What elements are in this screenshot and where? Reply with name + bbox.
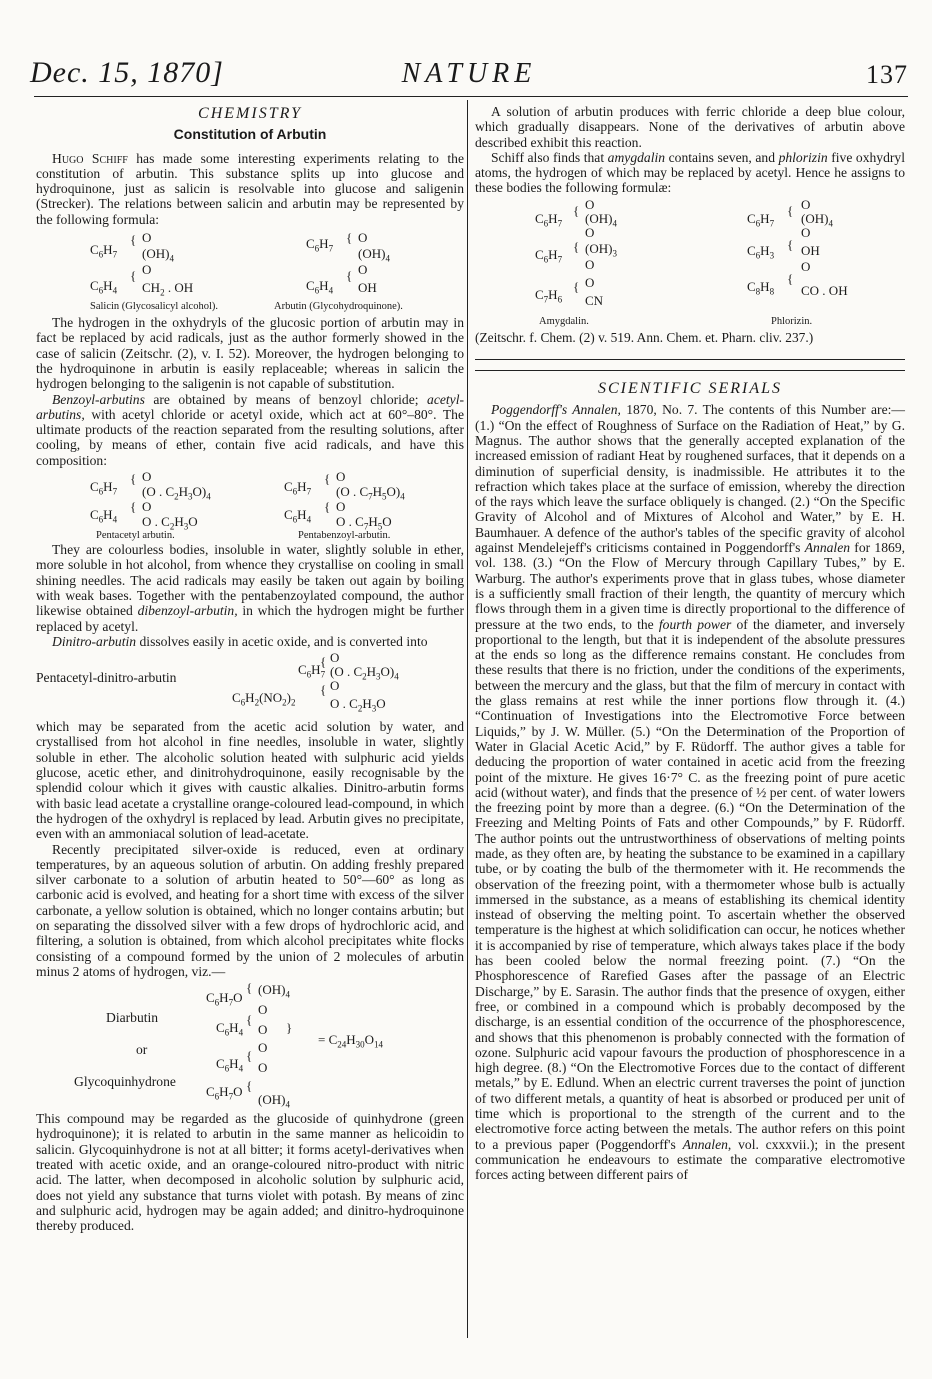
page-header (30, 56, 908, 96)
paragraph: A solution of arbutin produces with ferric chloride a deep blue colour, which gradually disappears. None of the derivatives of arbutin above described exhibit this reaction. (475, 104, 905, 150)
section-title-serials: SCIENTIFIC SERIALS (598, 380, 782, 398)
caption-arbutin: Arbutin (Glycohydroquinone). (274, 301, 403, 313)
caption-amygdalin: Amygdalin. (539, 315, 589, 327)
right-column (475, 104, 905, 1183)
paragraph: This compound may be regarded as the glucoside of quinhydrone (green hydroquinone); it is related to arbutin in the same manner as helicoidin to salicin. Glycoquinhydrone is not at all bitter; it forms acetyl-derivatives when treated with acetic oxide, and an orange-coloured nitro-product with nitric acid. The latter, when decomposed in alcoholic solution by sulphuric acid, does not yield any substance that turns violet with potash. By means of zinc and sulphuric acid, hydrogen may be again added; and dinitro-hydroquinone thereby produced. (36, 1111, 464, 1234)
paragraph: The hydrogen in the oxhydryls of the glucosic portion of arbutin may in fact be replaced by acid radicals, just as the author formerly showed in the case of salicin (Zeitschr. (2), v. I. 52). Moreover, the hydrogen belonging to the hydroquinone in arbutin is easily replaceable; whereas in salicin the hydrogen belonging to the saligenin is not capable of substitution. (36, 315, 464, 392)
section-divider (475, 370, 905, 371)
left-column (36, 104, 464, 1234)
journal-reference: Poggendorff's Annalen, (491, 402, 621, 418)
issue-date: Dec. 15, 1870] (30, 56, 224, 89)
journal-title: NATURE (401, 58, 537, 89)
page-number: 137 (866, 60, 908, 89)
caption-phlorizin: Phlorizin. (771, 315, 813, 327)
header-rule (34, 96, 908, 97)
column-rule (467, 100, 468, 1338)
section-divider (475, 359, 905, 360)
formula-dinitro-arbutin: Pentacetyl-dinitro-arbutin O $C_6H_7$ { (O . $C_2H_3O)_4$ O $C_6H_2(NO_2)_2$ { O . $C_2H_3O$ (36, 650, 399, 714)
reference: (Zeitschr. f. Chem. (2) v. 519. Ann. Chem. et. Pharn. cliv. 237.) (475, 329, 814, 345)
paragraph: Benzoyl-arbutins are obtained by means of benzoyl chloride; acetyl-arbutins, with acetyl chloride or acetyl oxide, which act at 60°–80°. The ultimate products of the reaction separated from the resulting solutions, after cooling, by means of ether, contain five acid radicals, and have this composition: (36, 391, 464, 468)
formula-diarbutin: Diarbutin or Glycoquinhydrone $C_6H_7O$ { $(OH)_4$ O $C_6H_4$ { O } O = $C_{24}H_{30}O_{14}$ $C_6H_4$ { O $C_6H_7O$ { $(OH)_4$ (74, 980, 384, 1110)
paragraph: Dinitro-arbutin dissolves easily in acetic oxide, and is converted into (52, 633, 428, 649)
formula-acyl-arbutins: $C_6H_7$ { O (O . $C_2H_3O)_4$ O $C_6H_4$ { O . $C_2H_3O$ $C_6H_7$ { O (O . $C_7H_5O)_4$ O $C_6H_4$ { O . $C_7H_5O$ Pentacetyl arbutin. Pentabenzoyl-arbutin. (36, 470, 464, 540)
formula-label: Pentacetyl-dinitro-arbutin (36, 670, 177, 686)
paragraph: which may be separated from the acetic acid solution by water, and crystallised from hot alcohol in fine needles, insoluble in water, slightly soluble in ether. The alcoholic solution heated with sulphuric acid yields glucose, acetic ether, and dinitrohydroquinone, easily recognisable by the splendid colour which it gives with caustic alkalies. Dinitro-arbutin forms with basic lead acetate a crystalline orange-coloured lead-compound, in which the hydrogen of the oxhydryl is replaced by lead. Arbutin gives no precipitate, even with an ammoniacal solution of lead-acetate. (36, 719, 464, 842)
formula-amygdalin-phlorizin: O $C_6H_7$ { $(OH)_4$ O $C_6H_7$ { $(OH)_3$ O O $C_7H_6$ { CN O $C_6H_7$ { $(OH)_4$ O $C_6H_3$ { OH O $C_8H_8$ { CO . OH Amygdalin. Phlorizin. (475, 198, 905, 328)
paragraph: They are colourless bodies, insoluble in water, slightly soluble in ether, more soluble in hot alcohol, from whence they crystallise on cooling in small shining needles. The acid radicals may easily be taken out again by boiling with weak bases. Together with the pentabenzoylated compound, the author likewise obtained dibenzoyl-arbutin, in which the hydrogen might be further replaced by acetyl. (36, 542, 464, 634)
section-title-chemistry: CHEMISTRY (198, 105, 302, 122)
caption-pentabenzoyl: Pentabenzoyl-arbutin. (298, 530, 391, 542)
caption-pentacetyl: Pentacetyl arbutin. (96, 530, 175, 542)
author-name: Hugo Schiff (52, 150, 128, 166)
paragraph: Poggendorff's Annalen, 1870, No. 7. The contents of this Number are:—(1.) “On the effect of Roughness of Surface on the Radiation of Heat,” by G. Magnus. The author shows that the generally accepted explanation of the increased emission of radiant Heat by roughened surfaces, that it depends on a diminution of superficial density, is inadmissible. He attributes it to the refraction which takes place at the surface of emission, whereby the direction of the rays which leave the surface obliquely is changed. (2.) “On the Specific Gravity of Alcohol and of Mixtures of Alcohol and Water,” by E. H. Baumhauer. A defence of the author's tables of the specific gravity of alcohol against Mendelejeff's criticisms contained in Poggendorff's Annalen for 1869, vol. 138. (3.) “On the Flow of Mercury through Capillary Tubes,” by E. Warburg. The author's experiments prove that in glass tubes, whose diameter is a sufficiently small fraction of their length, the quantity of mercury which flows through them in a given time is directly proportional to the difference of pressure at the two ends, to the fourth power of the diameter, and inversely proportional to the length, but that it is independent of the absolute pressures at the ends so long as the difference remains constant. He concludes from these results that there is no friction, under the conditions of the experiments, between the mercury and the glass, but that the film of mercury in contact with the glass remains at rest while the inner portions flow through it. (4.) “Continuation of Investigations into the Electromotive Force between Liquids,” by J. W. Müller. (5.) “On the Determination of the Proportion of Water in Glacial Acetic Acid,” by F. Rüdorff. The author gives a table for deducing the proportion of water contained in acetic acid from the freezing point of the mixture. He gives 16·7° C. as the freezing point of pure acetic acid (without water), and finds that the presence of ½ per cent. of water lowers the freezing point by more than a degree. (6.) “On the Determination of the Freezing and Melting Points of Fats and other Compounds,” by F. Rüdorff. The author points out the untrustworthiness of observations of melting points made, as they often are, by heating the substance to be examined in a capillary tube, or by coating the bulb of the thermometer with it. He recommends the observation of the freezing point, with a thermometer whose bulb is actually immersed in the substance, as a means of establishing its chemical identity instead of observing the melting point. To ascertain whether the observed temperature is the highest at which solidification can occur, he notices whether it is accompanied by rise of temperature, which always takes place if the body has been cooled below the normal freezing point. (7.) “On the Phosphorescence of Rarefied Gases after the passage of an Electric Discharge,” by E. Sarasin. The author finds that the presence of oxygen, either free, or combined in a compound which is probably decomposed by the discharge, is an essential condition of the occurrence of the phosphorescence, and shows that this phenomenon is probably connected with the formation of ozone. Sulphuric acid vapour favours the production of phosphorescence in a high degree. (8.) “On the Electromotive Forces due to the contact of different metals,” by E. Edlund. When an electric current traverses the point of junction of two different metals, a quantity of heat is absorbed or produced per unit of time which is proportional to the strength of the current and to the electromotive force acting between the metals. The author refers on this point to a previous paper (Poggendorff's Annalen, vol. cxxxvii.); in the present communication he endeavours to estimate the comparative electromotive forces acting between different pairs of (475, 402, 906, 1183)
paragraph: Hugo Schiff has made some interesting experiments relating to the constitution of arbutin. This substance splits up into glucose and hydroquinone, just as salicin is resolvable into glucose and saligenin (Strecker). The relations between salicin and arbutin may be represented by the following formula: (36, 150, 464, 227)
caption-salicin: Salicin (Glycosalicyl alcohol). (90, 301, 219, 313)
paragraph: Recently precipitated silver-oxide is reduced, even at ordinary temperatures, by an aqueous solution of arbutin. On adding freshly prepared silver carbonate to a solution of arbutin heated to 50°—60° as long as carbonic acid is evolved, and heating for a short time with excess of the silver carbonate, a yellow solution is obtained, which no longer contains arbutin; but on separating the dissolved silver with a few drops of hydrochloric acid, and filtering, a solution is obtained, from which alcohol precipitates white flocks consisting of a compound formed by the union of 2 molecules of arbutin minus 2 atoms of hydrogen, viz.— (36, 841, 464, 979)
formula-salicin-arbutin: $C_6H_7$ { O $(OH)_4$ O $C_6H_4$ { $CH_2$ . OH $C_6H_7$ { O $(OH)_4$ O $C_6H_4$ { OH Salicin (Glycosalicyl alcohol). Arbutin (Glycohydroquinone). (36, 229, 464, 313)
article-title: Constitution of Arbutin (173, 126, 327, 143)
paragraph: Schiff also finds that amygdalin contains seven, and phlorizin five oxhydryl atoms, the hydrogen of which may be replaced by acetyl. Hence he assigns to these bodies the following formulæ: (475, 149, 905, 196)
